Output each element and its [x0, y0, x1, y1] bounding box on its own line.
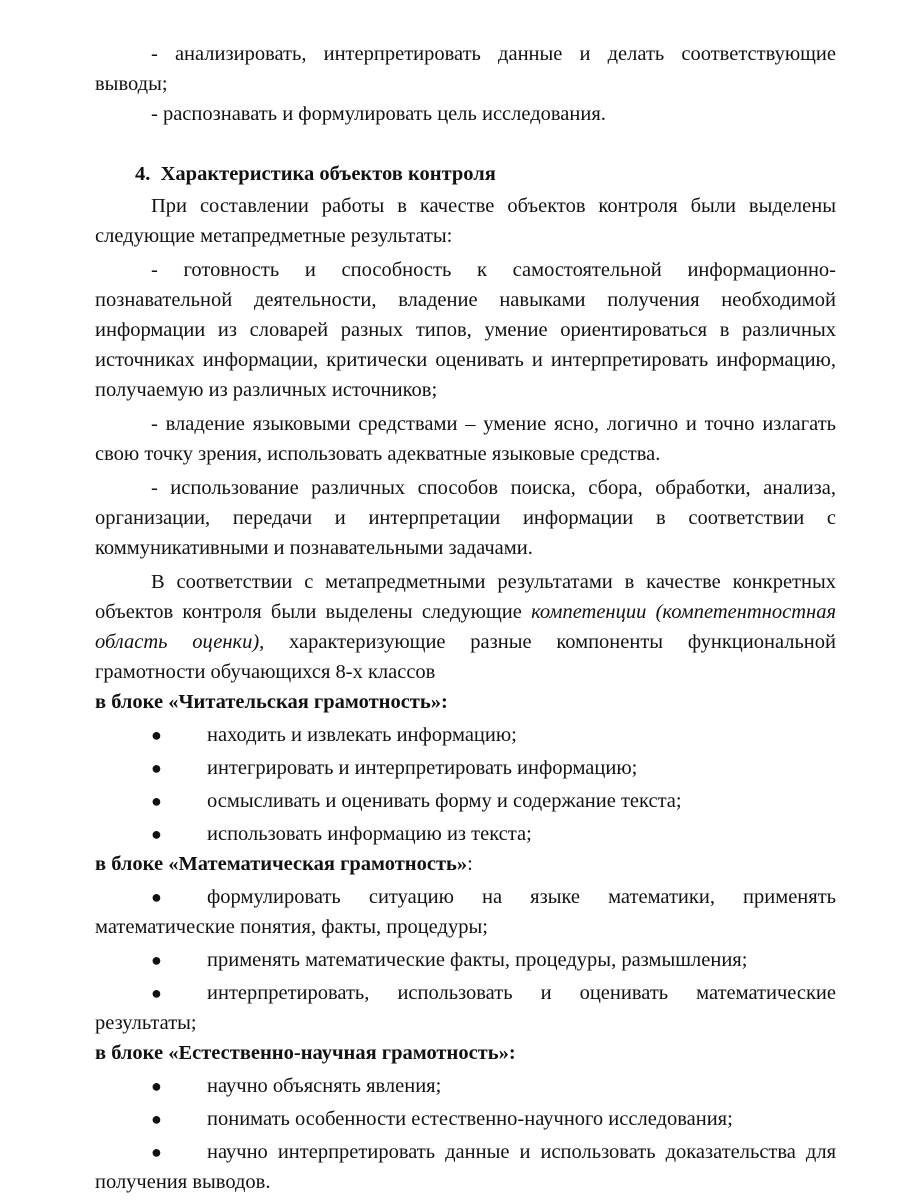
list-item: ● применять математические факты, процедуры, размышления;: [95, 945, 836, 975]
block-title-reading: [95, 687, 836, 717]
block-title-science: [95, 1038, 836, 1068]
bullet-icon: ●: [151, 983, 162, 1003]
block-title-math-text: в блоке «Математическая грамотность»: [95, 853, 468, 875]
list-item: ● интегрировать и интерпретировать информацию;: [95, 753, 836, 783]
block-title-reading-text: в блоке «Читательская грамотность»:: [95, 691, 448, 713]
section-number: 4.: [135, 163, 151, 185]
section-heading: [95, 159, 836, 189]
bullet-icon: ●: [151, 1076, 162, 1096]
bullet-icon: ●: [151, 791, 162, 811]
intro-item-recognize: - распознавать и формулировать цель исследования.: [151, 103, 606, 125]
meta-result-language: - владение языковыми средствами – умение ясно, логично и точно излагать свою точку зрения, использовать адекватные языковые средства.: [95, 413, 836, 465]
bullet-icon: ●: [151, 725, 162, 745]
meta-result-info-methods: - использование различных способов поиска, сбора, обработки, анализа, организации, передачи и интерпретации информации в соответствии с коммуникативными и познавательными задачами.: [95, 477, 836, 559]
bullet-icon: ●: [151, 1142, 162, 1162]
bullet-icon: ●: [151, 824, 162, 844]
list-item: ● интерпретировать, использовать и оценивать математические результаты;: [95, 978, 836, 1038]
bullet-icon: ●: [151, 1109, 162, 1129]
bullet-icon: ●: [151, 758, 162, 778]
list-item: ● научно объяснять явления;: [95, 1071, 836, 1101]
document-page: [95, 39, 836, 1197]
block-title-math: в блоке «Математическая грамотность»:: [95, 853, 473, 875]
bullet-icon: ●: [151, 887, 162, 907]
math-competence-list: [95, 882, 836, 1038]
list-item: ● научно интерпретировать данные и использовать доказательства для получения выводов.: [95, 1137, 836, 1197]
competence-italic-term: компетенции (компетентностная область оценки): [95, 601, 836, 653]
competence-paragraph: [95, 567, 836, 687]
list-item: ● использовать информацию из текста;: [95, 819, 836, 849]
lead-paragraph: При составлении работы в качестве объектов контроля были выделены следующие метапредметные результаты:: [95, 195, 836, 247]
list-item: ● понимать особенности естественно-научного исследования;: [95, 1104, 836, 1134]
section-title: Характеристика объектов контроля: [160, 163, 496, 185]
intro-item-analyze: - анализировать, интерпретировать данные и делать соответствующие выводы;: [95, 43, 836, 95]
bullet-icon: ●: [151, 950, 162, 970]
competence-text-before: В соответствии с метапредметными результатами в качестве конкретных объектов контроля были выделены следующие: [95, 571, 836, 623]
competence-text-after: , характеризующие разные компоненты функциональной грамотности обучающихся 8-х классов: [95, 631, 836, 683]
list-item: ● осмысливать и оценивать форму и содержание текста;: [95, 786, 836, 816]
science-competence-list: [95, 1071, 836, 1197]
list-item: ● находить и извлекать информацию;: [95, 720, 836, 750]
reading-competence-list: [95, 720, 836, 849]
block-title-science-text: в блоке «Естественно-научная грамотность»:: [95, 1042, 516, 1064]
meta-result-readiness: - готовность и способность к самостоятельной информационно-познавательной деятельности, владение навыками получения необходимой информации из словарей разных типов, умение ориентироваться в различных источниках информации, критически оценивать и интерпретировать информацию, получаемую из различных источников;: [95, 259, 836, 401]
list-item: ● формулировать ситуацию на языке математики, применять математические понятия, факты, процедуры;: [95, 882, 836, 942]
